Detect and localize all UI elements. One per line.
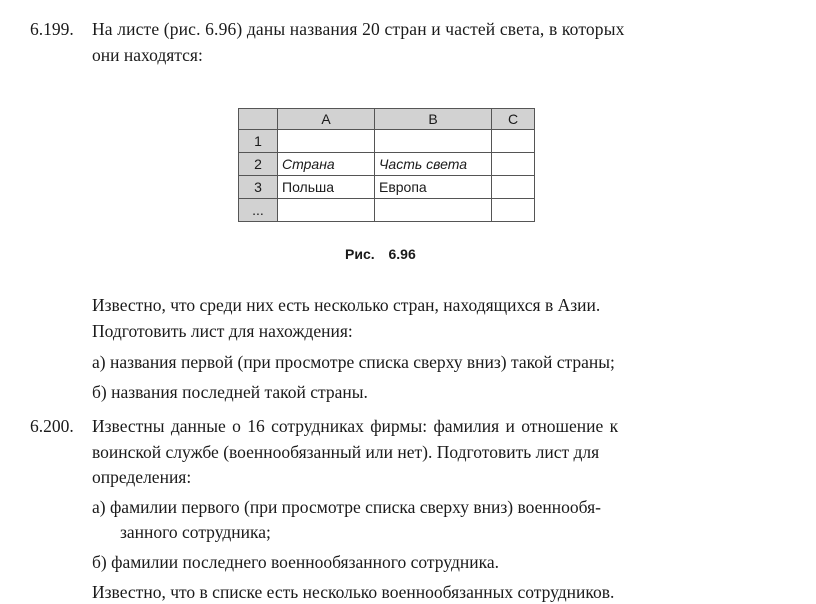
cell-c1	[492, 130, 535, 153]
problem-200-item-a-line2: занного сотрудника;	[120, 522, 271, 542]
row-header: 3	[239, 176, 278, 199]
problem-200-item-b: б) фамилии последнего военнообязанного сотрудника.	[92, 552, 499, 572]
problem-200-line1	[30, 414, 618, 438]
row-header: 1	[239, 130, 278, 153]
sheet-row-1	[239, 130, 535, 153]
problem-199-number: 6.199.	[30, 19, 74, 39]
problem-200-item-a-line1: а) фамилии первого (при просмотре списка сверху вниз) военнообя-	[92, 497, 601, 517]
corner-cell	[239, 109, 278, 130]
cell-a2: Страна	[278, 153, 375, 176]
problem-199-item-b: б) названия последней такой страны.	[92, 382, 368, 402]
cell-a1	[278, 130, 375, 153]
row-header: 2	[239, 153, 278, 176]
cell-c3	[492, 176, 535, 199]
problem-199-intro-line1: На листе (рис. 6.96) даны названия 20 стран и частей света, в которых	[92, 19, 625, 39]
header-row	[239, 109, 535, 130]
col-header-b: B	[375, 109, 492, 130]
cell-a-ellipsis	[278, 199, 375, 222]
col-header-c: C	[492, 109, 535, 130]
cell-a3: Польша	[278, 176, 375, 199]
problem-200-intro-line2: воинской службе (военнообязанный или нет). Подготовить лист для	[92, 442, 600, 462]
cell-b-ellipsis	[375, 199, 492, 222]
problem-199-known-line2: Подготовить лист для нахождения:	[92, 321, 353, 341]
row-header: ...	[239, 199, 278, 222]
problem-199-line1	[30, 17, 625, 41]
cell-b2: Часть света	[375, 153, 492, 176]
problem-200-intro-line3: определения:	[92, 467, 192, 487]
cell-c-ellipsis	[492, 199, 535, 222]
problem-200-intro-line1: Известны данные о 16 сотрудниках фирмы: фамилия и отношение к	[92, 416, 619, 436]
problem-200-number: 6.200.	[30, 416, 74, 436]
spreadsheet-figure	[238, 108, 535, 222]
figure-caption: Рис. 6.96	[345, 246, 416, 262]
problem-200-known: Известно, что в списке есть несколько военнообязанных сотрудников.	[92, 582, 615, 602]
col-header-a: A	[278, 109, 375, 130]
cell-b3: Европа	[375, 176, 492, 199]
sheet-row-3	[239, 176, 535, 199]
problem-199-known-line1: Известно, что среди них есть несколько стран, находящихся в Азии.	[92, 295, 601, 315]
cell-c2	[492, 153, 535, 176]
sheet-row-ellipsis	[239, 199, 535, 222]
sheet-row-2	[239, 153, 535, 176]
cell-b1	[375, 130, 492, 153]
problem-199-intro-line2: они находятся:	[92, 45, 203, 65]
problem-199-item-a: а) названия первой (при просмотре списка сверху вниз) такой страны;	[92, 352, 615, 372]
